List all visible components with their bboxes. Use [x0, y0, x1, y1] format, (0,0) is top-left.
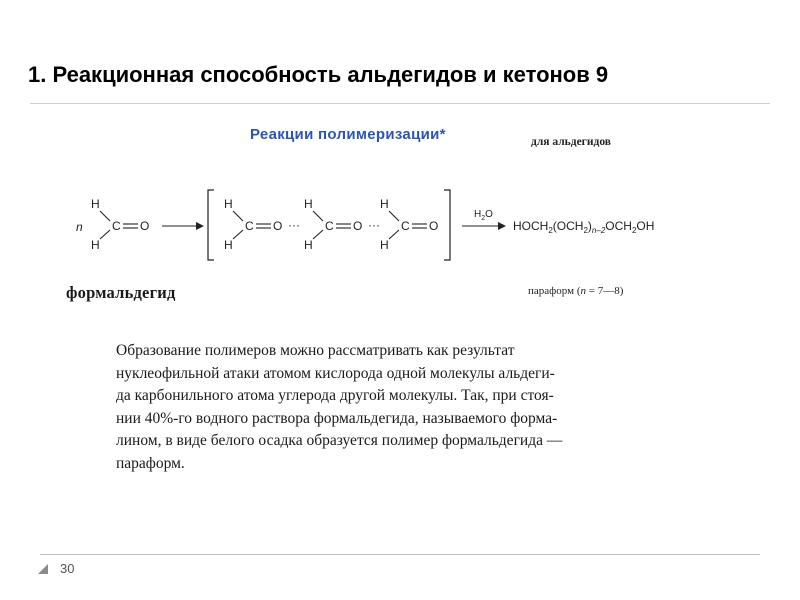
- atom-h: H: [304, 197, 313, 211]
- atom-c: C: [245, 219, 254, 233]
- slide-corner-icon: [36, 561, 50, 575]
- arrow-head: [498, 222, 506, 230]
- compound-label: формальдегид: [66, 283, 176, 302]
- atom-c: C: [112, 219, 121, 233]
- atom-h: H: [380, 197, 389, 211]
- bond-single: [389, 211, 399, 221]
- paragraph-line: лином, в виде белого осадка образуется полимер формальдегида —: [116, 432, 563, 450]
- paragraph-line: нуклеофильной атаки атомом кислорода одной молекулы альдеги-: [116, 364, 555, 382]
- arrow-head: [196, 222, 204, 230]
- interaction-dots: ···: [368, 218, 380, 232]
- paragraph-line: да карбонильного атома углерода другой молекулы. Так, при стоя-: [116, 387, 554, 405]
- bond-single: [100, 211, 110, 221]
- bond-single: [233, 211, 243, 221]
- atom-h: H: [91, 197, 100, 211]
- subtitle-asterisk: *: [439, 126, 446, 143]
- paragraph-line: Образование полимеров можно рассматривать как результат: [116, 342, 515, 359]
- bracket-left: [208, 190, 214, 260]
- slide-title: 1. Реакционная способность альдегидов и кетонов 9: [28, 62, 609, 87]
- footer-divider: [40, 554, 760, 555]
- explanation-paragraph: [116, 340, 688, 476]
- atom-o: O: [140, 219, 150, 233]
- interaction-dots: ···: [288, 218, 300, 232]
- product-formula: $HOCH_2(OCH_2)_{n-2}OCH_2OH$: [513, 219, 655, 235]
- atom-h: H: [304, 238, 313, 252]
- atom-c: C: [401, 219, 410, 233]
- atom-o: O: [273, 219, 283, 233]
- atom-c: C: [325, 219, 334, 233]
- aldehydes-note: для альдегидов: [531, 136, 612, 148]
- atom-h: H: [224, 238, 233, 252]
- atom-h: H: [224, 197, 233, 211]
- atom-o: O: [429, 219, 439, 233]
- bond-single: [313, 230, 323, 239]
- bond-single: [313, 211, 323, 221]
- product-note: параформ (n = 7—8): [528, 285, 624, 297]
- atom-h: H: [380, 238, 389, 252]
- page-number: 30: [60, 561, 75, 576]
- bond-single: [233, 230, 243, 239]
- paragraph-line: параформ.: [116, 454, 185, 472]
- atom-h: H: [91, 238, 100, 252]
- paragraph-line: нии 40%-го водного раствора формальдегида, называемого форма-: [116, 409, 558, 427]
- bond-single: [389, 230, 399, 239]
- bond-single: [100, 230, 110, 239]
- water-reagent: $H_2O$: [474, 209, 493, 222]
- coefficient-n: n: [76, 220, 83, 234]
- atom-o: O: [353, 219, 363, 233]
- bracket-right: [444, 190, 450, 260]
- subtitle-text: Реакции полимеризации: [250, 126, 440, 143]
